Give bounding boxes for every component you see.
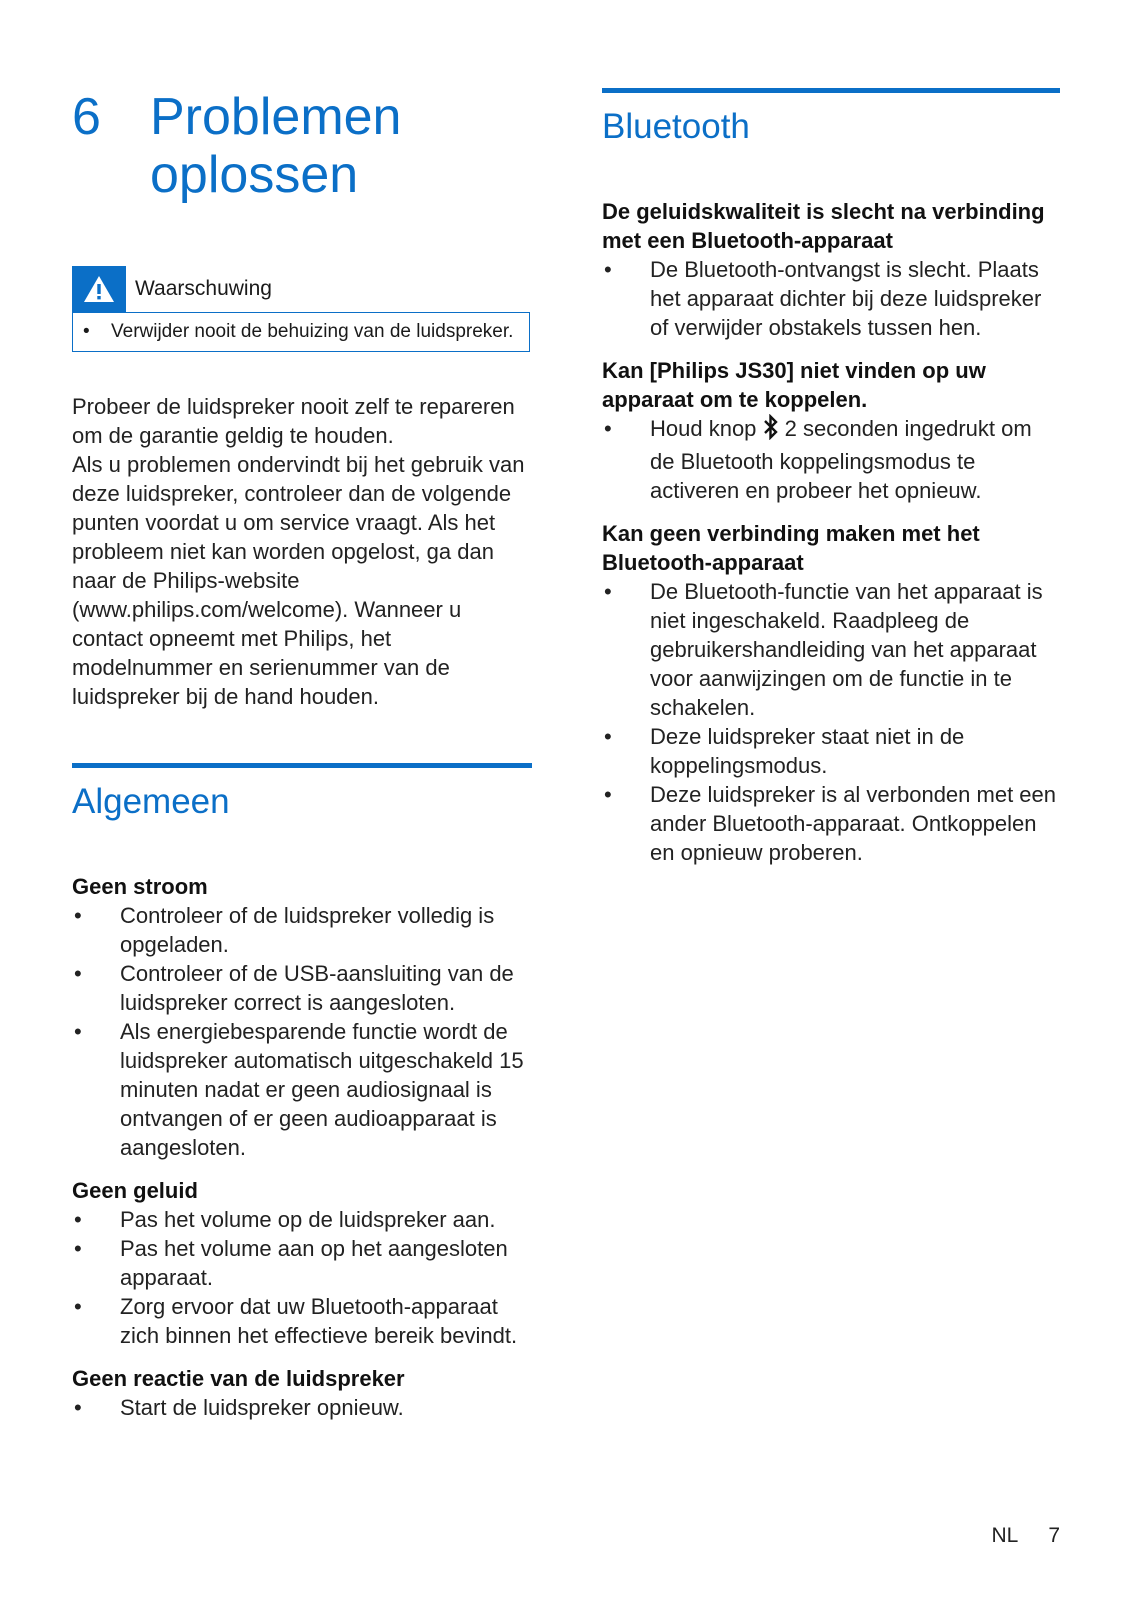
group-heading: De geluidskwaliteit is slecht na verbinding met een Bluetooth-apparaat	[602, 199, 1045, 253]
group-heading: Geen stroom	[72, 874, 208, 899]
bluetooth-icon	[763, 414, 779, 447]
bullet: •	[83, 321, 90, 342]
warning-header	[72, 266, 530, 312]
list-item: • Zorg ervoor dat uw Bluetooth-apparaat zich binnen het effectieve bereik bevindt.	[74, 1294, 518, 1348]
chapter-title: Problemen oplossen	[150, 88, 402, 204]
list-item: • Pas het volume op de luidspreker aan.	[74, 1207, 496, 1232]
warning-triangle-icon	[72, 266, 126, 312]
section-title-algemeen: Algemeen	[72, 782, 230, 821]
chapter-heading	[72, 88, 532, 228]
list-item: • Pas het volume aan op het aangesloten apparaat.	[74, 1236, 508, 1290]
list-item: • Houd knop 2 seconden ingedrukt om de Bluetooth koppelingsmodus te activeren en probeer het opnieuw.	[604, 416, 1032, 503]
list-item: • Deze luidspreker staat niet in de koppelingsmodus.	[604, 724, 965, 778]
section-rule	[72, 763, 532, 768]
group-heading: Geen reactie van de luidspreker	[72, 1366, 405, 1391]
list-item: • De Bluetooth-ontvangst is slecht. Plaats het apparaat dichter bij deze luidspreker of verwijder obstakels tussen hen.	[604, 257, 1042, 340]
group-geen-reactie	[72, 1364, 532, 1422]
intro-text	[72, 392, 532, 711]
section-title-bluetooth: Bluetooth	[602, 107, 750, 146]
right-column	[602, 88, 1060, 867]
warning-text: Verwijder nooit de behuizing van de luidspreker.	[111, 321, 514, 342]
list-item: • Deze luidspreker is al verbonden met een ander Bluetooth-apparaat. Ontkoppelen en opnieuw proberen.	[604, 782, 1057, 865]
group-heading: Geen geluid	[72, 1178, 198, 1203]
chapter-number: 6	[72, 88, 101, 146]
list-item: • Controleer of de USB-aansluiting van de luidspreker correct is aangesloten.	[74, 961, 514, 1015]
page-number: 7	[1048, 1524, 1060, 1547]
group-geen-geluid	[72, 1176, 532, 1350]
warning-body	[72, 312, 530, 352]
warning-label: Waarschuwing	[135, 277, 272, 300]
group-heading: Kan geen verbinding maken met het Bluetooth-apparaat	[602, 521, 980, 575]
list-item: • Controleer of de luidspreker volledig is opgeladen.	[74, 903, 495, 957]
list-item: • Start de luidspreker opnieuw.	[74, 1395, 404, 1420]
group-niet-vinden	[602, 356, 1060, 505]
intro-paragraph-1: Probeer de luidspreker nooit zelf te repareren om de garantie geldig te houden.	[72, 394, 515, 448]
warning-box	[72, 266, 530, 352]
group-heading: Kan [Philips JS30] niet vinden op uw apparaat om te koppelen.	[602, 358, 986, 412]
group-geen-stroom	[72, 872, 532, 1162]
list-item: • De Bluetooth-functie van het apparaat is niet ingeschakeld. Raadpleeg de gebruikershandleiding van het apparaat voor aanwijzingen om de functie in te schakelen.	[604, 579, 1043, 720]
page-footer	[991, 1524, 1060, 1548]
intro-paragraph-2: Als u problemen ondervindt bij het gebruik van deze luidspreker, controleer dan de volgende punten voordat u om service vraagt. Als het probleem niet kan worden opgelost, ga dan naar de Philips-website (www.philips.com/welcome). Wanneer u contact opneemt met Philips, het modelnummer en serienummer van de luidspreker bij de hand houden.	[72, 452, 525, 709]
language-code: NL	[991, 1524, 1019, 1547]
group-geluidskwaliteit	[602, 197, 1060, 342]
group-geen-verbinding	[602, 519, 1060, 867]
left-column	[72, 88, 532, 1422]
list-item: • Als energiebesparende functie wordt de luidspreker automatisch uitgeschakeld 15 minuten nadat er geen audiosignaal is ontvangen of er geen audioapparaat is aangesloten.	[74, 1019, 524, 1160]
section-rule	[602, 88, 1060, 93]
